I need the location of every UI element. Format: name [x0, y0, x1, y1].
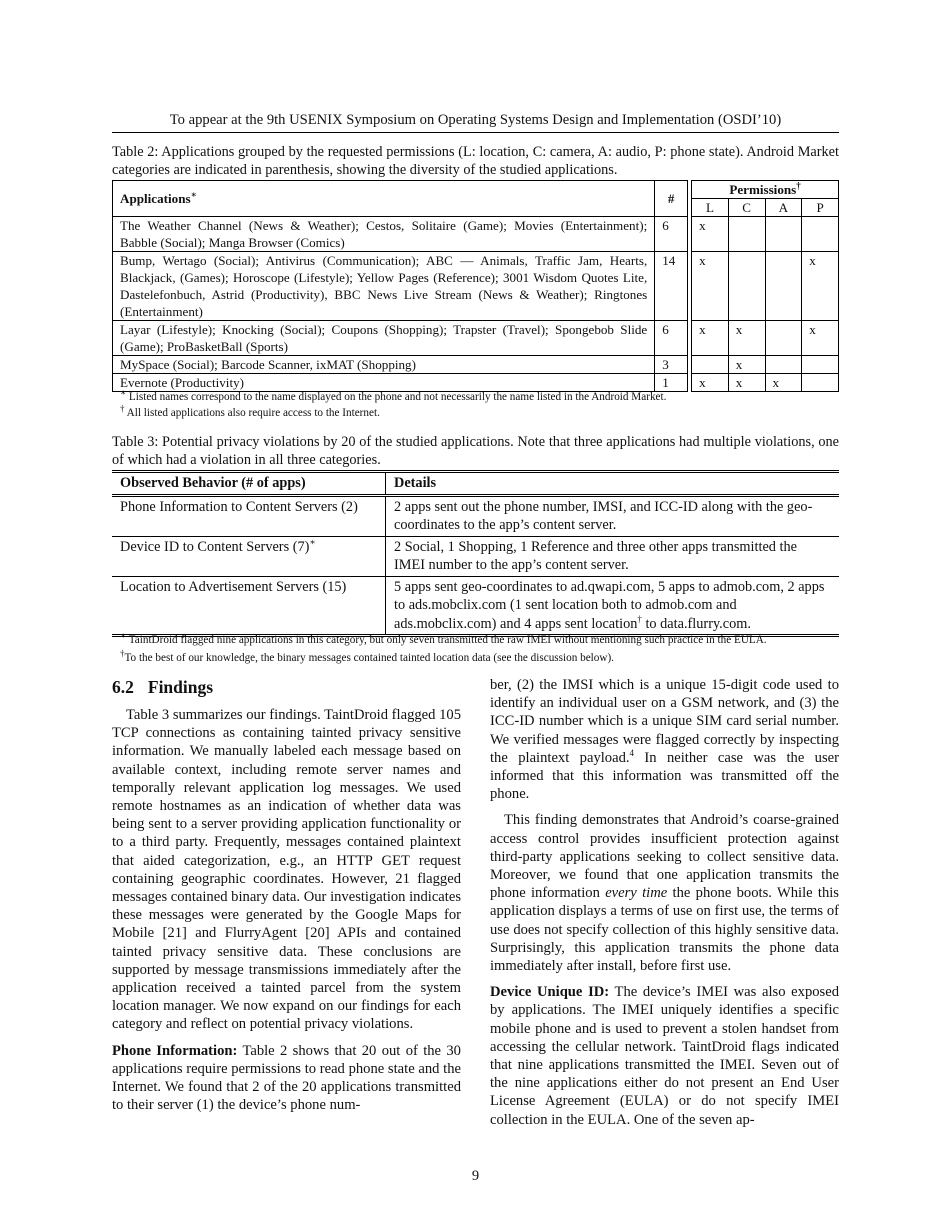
footnote-ref: 4 [629, 747, 635, 758]
table3-footnote-eula: ∗ TaintDroid flagged nine applications in this category, but only seven transmitted the raw IMEI without mentioning such practice in the EULA. [120, 630, 767, 646]
left-column [112, 676, 461, 1122]
footnote-mark: † [796, 180, 801, 191]
table3-details-cell: 5 apps sent geo-coordinates to ad.qwapi.com, 5 apps to admob.com, 2 apps to ads.mobclix.com (1 sent location both to admob.com and ads.mobclix.com) and 4 apps sent location† to data.flurry.com. [386, 576, 840, 636]
perm-c-cell: x [728, 374, 765, 392]
section-title: Findings [147, 677, 214, 697]
table2-apps-cell: Bump, Wertago (Social); Antivirus (Communication); ABC — Animals, Traffic Jam, Hearts, Blackjack, (Games); Horoscope (Lifestyle); Yellow Pages (Reference); 3001 Wisdom Quotes Lite, Dastelefonbuch, Astrid (Productivity), BBC News Live Stream (News & Weather); Ringtones (Entertainment) [113, 252, 655, 321]
perm-l-cell: x [692, 374, 729, 392]
table3-details-cell: 2 Social, 1 Shopping, 1 Reference and three other apps transmitted the IMEI number to the app’s content server. [386, 536, 840, 576]
table2-apps-cell: MySpace (Social); Barcode Scanner, ixMAT (Shopping) [113, 356, 655, 374]
perm-p-cell: x [802, 252, 839, 321]
table3-col-details: Details [386, 472, 840, 496]
footnote-mark: † [120, 648, 125, 659]
perm-l-cell: x [692, 217, 729, 252]
table3-col-behavior: Observed Behavior (# of apps) [112, 472, 386, 496]
perm-c-cell [728, 252, 765, 321]
footnote-mark: † [120, 403, 125, 414]
section-number: 6.2 [112, 677, 134, 697]
table-row [113, 356, 839, 374]
table2-apps-cell: Layar (Lifestyle); Knocking (Social); Coupons (Shopping); Trapster (Travel); Spongebob Slide (Game); ProBasketBall (Sports) [113, 321, 655, 356]
table-row [112, 495, 839, 536]
phone-number-paragraph: ber, (2) the IMSI which is a unique 15-digit code used to identify an individual user on a GSM network, and (3) the ICC-ID number which is a unique SIM card serial number. We verified messages were flagged correctly by inspecting the plaintext payload.$^4$ In neither case was the user informed that this information was transmitted off the phone. [490, 677, 839, 803]
table-row [112, 576, 839, 636]
footnote-mark: † [637, 613, 642, 624]
table2-apps-cell: Evernote (Productivity) [113, 374, 655, 392]
perm-a-cell [765, 356, 802, 374]
perm-a-cell [765, 321, 802, 356]
table3 [112, 470, 839, 637]
footnote-mark: ∗ [120, 630, 127, 641]
table3-header-row [112, 472, 839, 496]
findings-paragraph: Table 3 summarizes our findings. TaintDroid flagged 105 TCP connections as containing tainted privacy sensitive information. We manually labeled each message based on available context, including remote server names and temporally relevant application log messages. We used remote hostnames as an indication of whether data was being sent to a server providing application functionality or to a third party. Frequently, messages contained plaintext that aided categorization, e.g., an HTTP GET request containing geographic coordinates. However, 21 flagged messages contained binary data. Our investigation indicates these messages were generated by the Google Maps for Mobile [21] and FlurryAgent [20] APIs and contained tainted privacy sensitive data. These conclusions are supported by message transmissions immediately after the application received a tainted parcel from the system location manager. We now expand on our findings for each category and reflect on potential privacy violations. [112, 707, 461, 1033]
perm-c-cell [728, 217, 765, 252]
phone-information-paragraph: Phone Information: Table 2 shows that 20 out of the 30 applications require permissions to read phone state and the Internet. We found that 2 of the 20 applications transmitted to their server (1) the device’s phone num- [112, 1042, 461, 1114]
table3-behavior-cell: Location to Advertisement Servers (15) [112, 576, 386, 636]
table-row [113, 374, 839, 392]
right-column [490, 676, 839, 1137]
table-row [113, 321, 839, 356]
table2 [112, 180, 839, 392]
perm-letter-phone-state: P [802, 199, 839, 217]
perm-l-cell: x [692, 321, 729, 356]
perm-a-cell [765, 252, 802, 321]
perm-p-cell [802, 356, 839, 374]
table-row [113, 217, 839, 252]
table2-caption: Table 2: Applications grouped by the requested permissions (L: location, C: camera, A: audio, P: phone state). Android Market categories are indicated in parenthesis, showing the diversity of the studied applications. [112, 144, 839, 178]
table-row [113, 252, 839, 321]
footnote-mark: ∗ [309, 536, 316, 547]
table2-header-row [113, 181, 839, 199]
table2-count-cell: 3 [655, 356, 688, 374]
table3-details-cell: 2 apps sent out the phone number, IMSI, and ICC-ID along with the geo-coordinates to the app’s content server. [394, 498, 813, 533]
table2-count-cell: 1 [655, 374, 688, 392]
table2-count-cell: 6 [655, 321, 688, 356]
perm-a-cell: x [765, 374, 802, 392]
page-number: 9 [471, 1168, 480, 1184]
perm-p-cell: x [802, 321, 839, 356]
perm-c-cell: x [728, 356, 765, 374]
footnote-mark: ∗ [190, 189, 197, 200]
perm-l-cell [692, 356, 729, 374]
table3-caption: Table 3: Potential privacy violations by 20 of the studied applications. Note that three applications had multiple violations, one of which had a violation in all three categories. [112, 434, 839, 468]
table3-behavior-cell: Device ID to Content Servers (7)∗ [112, 536, 386, 576]
table3-behavior-cell: Phone Information to Content Servers (2) [112, 495, 386, 536]
access-control-paragraph: This finding demonstrates that Android’s coarse-grained access control provides insufficient protection against third-party applications seeking to collect sensitive data. Moreover, we found that one application transmits the phone information every time the phone boots. While this application displays a terms of use on first use, the terms of use does not specify collection of this highly sensitive data. Surprisingly, this application transmits the phone data immediately after install, before first use. [490, 812, 839, 975]
section-heading [112, 676, 461, 698]
running-header: To appear at the 9th USENIX Symposium on Operating Systems Design and Implementation (OSDI’10) [112, 111, 839, 133]
perm-letter-audio: A [765, 199, 802, 217]
footnote-mark: ∗ [120, 387, 127, 398]
perm-letter-location: L [692, 199, 729, 217]
run-in-heading: Phone Information: [112, 1042, 238, 1059]
table3-footnote-binary: †To the best of our knowledge, the binary messages contained tainted location data (see the discussion below). [120, 648, 614, 664]
device-id-paragraph: Device Unique ID: The device’s IMEI was also exposed by applications. The IMEI uniquely identifies a specific mobile phone and is used to prevent a stolen handset from accessing the cellular network. TaintDroid flags indicated that nine applications transmitted the IMEI. Seven out of the nine applications either do not present an End User License Agreement (EULA) or do not specify IMEI collection in the EULA. One of the seven ap- [490, 984, 839, 1128]
table2-col-count: # [655, 181, 688, 217]
table2-count-cell: 14 [655, 252, 688, 321]
run-in-heading: Device Unique ID: [490, 984, 610, 1001]
perm-p-cell [802, 217, 839, 252]
perm-p-cell [802, 374, 839, 392]
perm-a-cell [765, 217, 802, 252]
table2-col-applications: Applications∗ [113, 181, 655, 217]
table-row [112, 536, 839, 576]
perm-letter-camera: C [728, 199, 765, 217]
table2-footnote-names: ∗ Listed names correspond to the name displayed on the phone and not necessarily the name listed in the Android Market. [120, 387, 667, 403]
table2-footnote-internet: † All listed applications also require access to the Internet. [120, 403, 380, 419]
perm-l-cell: x [692, 252, 729, 321]
table2-apps-cell: The Weather Channel (News & Weather); Cestos, Solitaire (Game); Movies (Entertainment); Babble (Social); Manga Browser (Comics) [113, 217, 655, 252]
table2-count-cell: 6 [655, 217, 688, 252]
perm-c-cell: x [728, 321, 765, 356]
table2-col-permissions: Permissions† [692, 181, 839, 199]
